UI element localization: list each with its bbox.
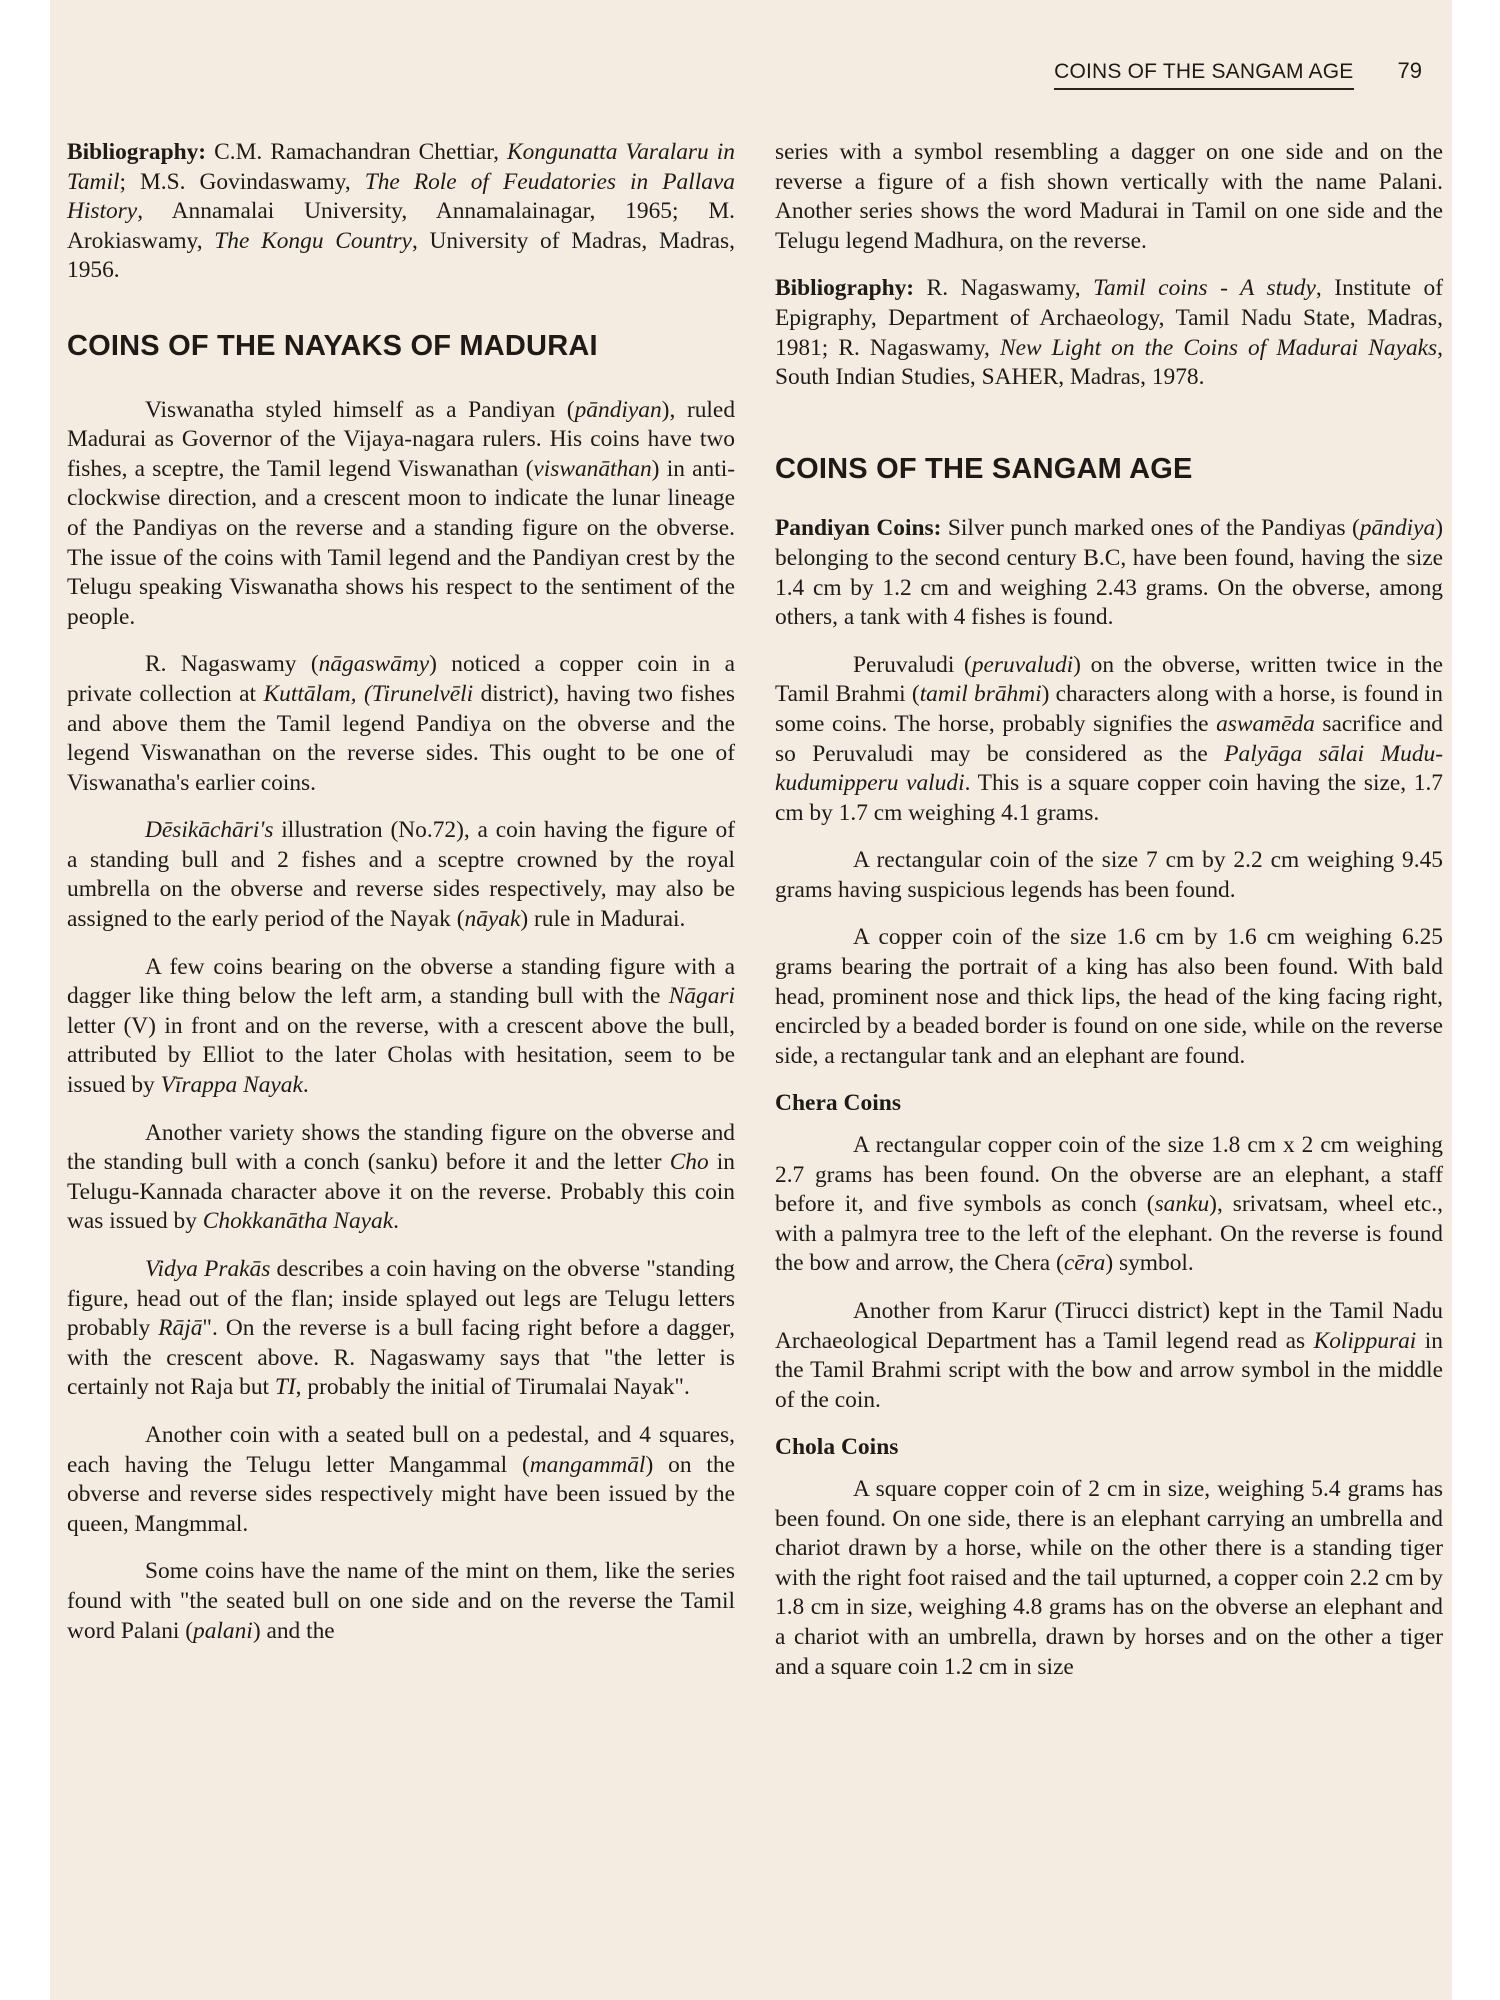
section-heading-nayaks: COINS OF THE NAYAKS OF MADURAI bbox=[67, 329, 598, 362]
paragraph-rectangular-coin: A rectangular coin of the size 7 cm by 2.2 cm weighing 9.45 grams having suspicious legends has been found. bbox=[775, 847, 1443, 903]
paragraph-virappa: A few coins bearing on the obverse a standing figure with a dagger like thing below the left arm, a standing bull with the Nāgari letter (V) in front and on the reverse, with a crescent above the bull, attributed by Elliot to the later Cholas with hesitation, seem to be issued by Vīrappa Nayak. bbox=[67, 953, 735, 1099]
running-title: COINS OF THE SANGAM AGE bbox=[1054, 60, 1353, 90]
paragraph-portrait-coin: A copper coin of the size 1.6 cm by 1.6 cm weighing 6.25 grams bearing the portrait of a king has also been found. With bald head, prominent nose and thick lips, the head of the king facing right, encircled by a beaded border is found on one side, while on the reverse side, a rectangular tank and an elephant are found. bbox=[775, 924, 1443, 1069]
paragraph-chola-coins: A square copper coin of 2 cm in size, weighing 5.4 grams has been found. On one side, there is an elephant carrying an umbrella and chariot drawn by a horse, while on the other there is a standing tiger with the right foot raised and the tail upturned, a copper coin 2.2 cm by 1.8 cm in size, weighing 4.8 grams has on the obverse an elephant and a chariot with an umbrella, drawn by horses and on the other a tiger and a square coin 1.2 cm in size bbox=[775, 1475, 1443, 1680]
paragraph-pandiyan-coins: Pandiyan Coins: Silver punch marked ones of the Pandiyas (pāndiya) belonging to the second century B.C, have been found, having the size 1.4 cm by 1.2 cm and weighing 2.43 grams. On the obverse, among others, a tank with 4 fishes is found. bbox=[775, 515, 1444, 631]
right-column bbox=[775, 138, 1443, 1700]
running-header bbox=[1054, 56, 1422, 90]
subheading-chola-coins: Chola Coins bbox=[775, 1434, 899, 1461]
bibliography-nayak-coins: Bibliography: R. Nagaswamy, Tamil coins - A study, Institute of Epigraphy, Department of Archaeology, Tamil Nadu State, Madras, 1981; R. Nagaswamy, New Light on the Coins of Madurai Nayaks, South Indian Studies, SAHER, Madras, 1978. bbox=[775, 275, 1443, 391]
section-heading-sangam: COINS OF THE SANGAM AGE bbox=[775, 452, 1193, 485]
left-column bbox=[67, 138, 735, 1664]
page-number: 79 bbox=[1397, 58, 1422, 83]
paragraph-vidya-prakas: Vidya Prakās describes a coin having on the obverse "standing figure, head out of the flan; inside splayed out legs are Telugu letters probably Rājā". On the reverse is a bull facing right before a dagger, with the crescent above. R. Nagaswamy says that "the letter is certainly not Raja but TI, probably the initial of Tirumalai Nayak". bbox=[67, 1256, 736, 1401]
paragraph-viswanatha: Viswanatha styled himself as a Pandiyan (pāndiyan), ruled Madurai as Governor of the Vijaya-nagara rulers. His coins have two fishes, a sceptre, the Tamil legend Viswanathan (viswanāthan) in anti-clockwise direction, and a crescent moon to indicate the lunar lineage of the Pandiyas on the reverse and a standing figure on the obverse. The issue of the coins with Tamil legend and the Pandiyan crest by the Telugu speaking Viswanatha shows his respect to the sentiment of the people. bbox=[67, 396, 736, 630]
paragraph-desikachari: Dēsikāchāri's illustration (No.72), a coin having the figure of a standing bull and 2 fishes and a sceptre crowned by the royal umbrella on the obverse and reverse sides respectively, may also be assigned to the early period of the Nayak (nāyak) rule in Madurai. bbox=[67, 817, 735, 933]
bibliography-kongu: Bibliography: C.M. Ramachandran Chettiar, Kongunatta Varalaru in Tamil; M.S. Govindaswamy, The Role of Feudatories in Pallava History, Annamalai University, Annamalainagar, 1965; M. Arokiaswamy, The Kongu Country, University of Madras, Madras, 1956. bbox=[67, 139, 735, 284]
paragraph-chera-rectangular: A rectangular copper coin of the size 1.8 cm x 2 cm weighing 2.7 grams has been found. On the obverse are an elephant, a staff before it, and five symbols as conch (sanku), srivatsam, wheel etc., with a palmyra tree to the left of the elephant. On the reverse is found the bow and arrow, the Chera (cēra) symbol. bbox=[775, 1132, 1443, 1277]
subheading-chera-coins: Chera Coins bbox=[775, 1090, 901, 1117]
paragraph-peruvaludi: Peruvaludi (peruvaludi) on the obverse, written twice in the Tamil Brahmi (tamil brāhmi) characters along with a horse, is found in some coins. The horse, probably signifies the aswamēda sacrifice and so Peruvaludi may be considered as the Palyāga sālai Mudu-kudumipperu valudi. This is a square copper coin having the size, 1.7 cm by 1.7 cm weighing 4.1 grams. bbox=[775, 651, 1444, 826]
paragraph-mangammal: Another coin with a seated bull on a pedestal, and 4 squares, each having the Telugu letter Mangammal (mangammāl) on the obverse and reverse sides respectively might have been issued by the queen, Mangmmal. bbox=[67, 1421, 736, 1537]
paragraph-continued: series with a symbol resembling a dagger on one side and on the reverse a figure of a fish shown vertically with the name Palani. Another series shows the word Madurai in Tamil on one side and the Telugu legend Madhura, on the reverse. bbox=[775, 139, 1443, 254]
paragraph-chera-karur: Another from Karur (Tirucci district) kept in the Tamil Nadu Archaeological Department has a Tamil legend read as Kolippurai in the Tamil Brahmi script with the bow and arrow symbol in the middle of the coin. bbox=[775, 1298, 1443, 1413]
paragraph-chokkanatha: Another variety shows the standing figure on the obverse and the standing bull with a conch (sanku) before it and the letter Cho in Telugu-Kannada character above it on the reverse. Probably this coin was issued by Chokkanātha Nayak. bbox=[67, 1119, 735, 1235]
book-page bbox=[50, 0, 1452, 2000]
paragraph-nagaswamy-coin: R. Nagaswamy (nāgaswāmy) noticed a copper coin in a private collection at Kuttālam, (Tirunelvēli district), having two fishes and above them the Tamil legend Pandiya on the obverse and the legend Viswanathan on the reverse sides. This ought to be one of Viswanatha's earlier coins. bbox=[67, 651, 735, 796]
paragraph-mint-names: Some coins have the name of the mint on them, like the series found with "the seated bull on one side and on the reverse the Tamil word Palani (palani) and the bbox=[67, 1558, 735, 1644]
